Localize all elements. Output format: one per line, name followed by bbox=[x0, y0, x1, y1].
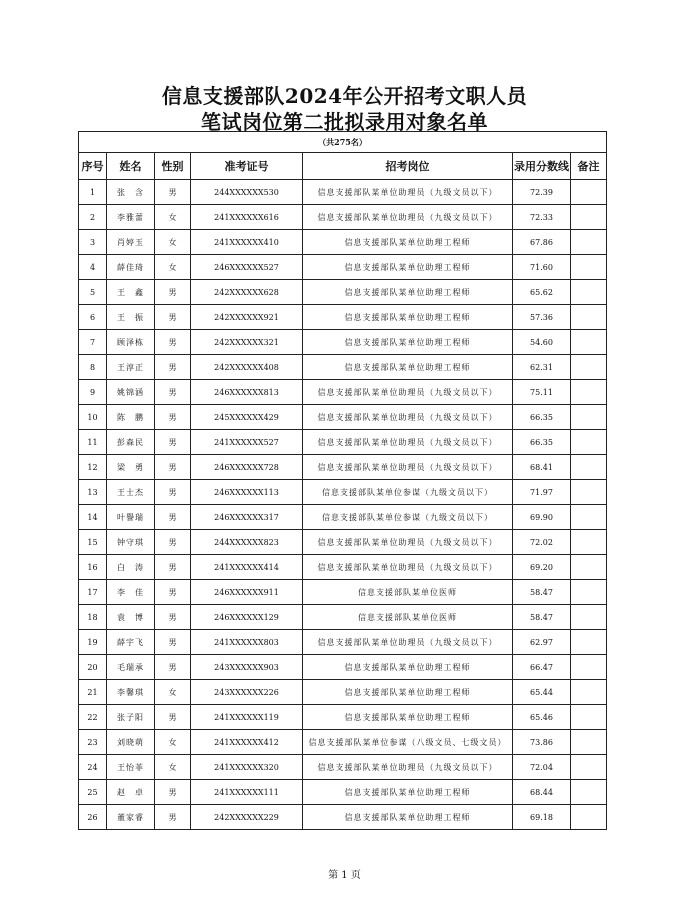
cell-seq: 10 bbox=[79, 405, 107, 430]
cell-gender: 男 bbox=[155, 630, 191, 655]
cell-score: 69.90 bbox=[513, 505, 571, 530]
cell-exam-id: 246XXXXXX129 bbox=[191, 605, 303, 630]
cell-remark bbox=[571, 730, 607, 755]
cell-seq: 24 bbox=[79, 755, 107, 780]
cell-remark bbox=[571, 780, 607, 805]
cell-position: 信息支援部队某单位助理员（九级文员以下） bbox=[303, 555, 513, 580]
cell-exam-id: 242XXXXXX408 bbox=[191, 355, 303, 380]
total-count: （共275名） bbox=[79, 132, 607, 153]
cell-name: 袁 博 bbox=[107, 605, 155, 630]
cell-exam-id: 242XXXXXX229 bbox=[191, 805, 303, 830]
total-row bbox=[79, 132, 607, 153]
cell-position: 信息支援部队某单位助理工程师 bbox=[303, 330, 513, 355]
cell-exam-id: 241XXXXXX410 bbox=[191, 230, 303, 255]
cell-gender: 女 bbox=[155, 755, 191, 780]
cell-score: 62.97 bbox=[513, 630, 571, 655]
cell-score: 71.60 bbox=[513, 255, 571, 280]
cell-seq: 17 bbox=[79, 580, 107, 605]
candidate-table bbox=[78, 131, 607, 830]
cell-name: 毛瑞承 bbox=[107, 655, 155, 680]
cell-remark bbox=[571, 705, 607, 730]
table-row bbox=[79, 555, 607, 580]
cell-gender: 男 bbox=[155, 705, 191, 730]
cell-gender: 男 bbox=[155, 805, 191, 830]
cell-name: 顾泽栋 bbox=[107, 330, 155, 355]
cell-seq: 23 bbox=[79, 730, 107, 755]
table-row bbox=[79, 255, 607, 280]
cell-remark bbox=[571, 255, 607, 280]
cell-position: 信息支援部队某单位助理工程师 bbox=[303, 680, 513, 705]
cell-name: 姚锦涵 bbox=[107, 380, 155, 405]
cell-name: 李雅蕾 bbox=[107, 205, 155, 230]
cell-score: 66.35 bbox=[513, 405, 571, 430]
cell-position: 信息支援部队某单位参谋（九级文员以下） bbox=[303, 480, 513, 505]
cell-remark bbox=[571, 330, 607, 355]
cell-position: 信息支援部队某单位助理员（九级文员以下） bbox=[303, 455, 513, 480]
table-row bbox=[79, 230, 607, 255]
document-title-line-2: 笔试岗位第二批拟录用对象名单 bbox=[201, 110, 488, 134]
cell-score: 69.20 bbox=[513, 555, 571, 580]
table-row bbox=[79, 780, 607, 805]
cell-remark bbox=[571, 380, 607, 405]
cell-exam-id: 246XXXXXX113 bbox=[191, 480, 303, 505]
table-row bbox=[79, 405, 607, 430]
cell-seq: 22 bbox=[79, 705, 107, 730]
table-row bbox=[79, 680, 607, 705]
cell-exam-id: 243XXXXXX226 bbox=[191, 680, 303, 705]
cell-gender: 男 bbox=[155, 530, 191, 555]
cell-exam-id: 244XXXXXX823 bbox=[191, 530, 303, 555]
cell-exam-id: 246XXXXXX911 bbox=[191, 580, 303, 605]
cell-exam-id: 246XXXXXX317 bbox=[191, 505, 303, 530]
cell-exam-id: 246XXXXXX813 bbox=[191, 380, 303, 405]
cell-gender: 男 bbox=[155, 280, 191, 305]
cell-gender: 男 bbox=[155, 305, 191, 330]
cell-name: 白 涛 bbox=[107, 555, 155, 580]
cell-remark bbox=[571, 480, 607, 505]
cell-position: 信息支援部队某单位医师 bbox=[303, 605, 513, 630]
cell-gender: 男 bbox=[155, 330, 191, 355]
cell-gender: 女 bbox=[155, 730, 191, 755]
col-position-header: 招考岗位 bbox=[303, 153, 513, 180]
cell-position: 信息支援部队某单位助理员（九级文员以下） bbox=[303, 755, 513, 780]
cell-seq: 19 bbox=[79, 630, 107, 655]
cell-name: 李馨琪 bbox=[107, 680, 155, 705]
cell-position: 信息支援部队某单位助理工程师 bbox=[303, 355, 513, 380]
cell-position: 信息支援部队某单位助理员（九级文员以下） bbox=[303, 205, 513, 230]
cell-remark bbox=[571, 655, 607, 680]
cell-score: 57.36 bbox=[513, 305, 571, 330]
cell-seq: 3 bbox=[79, 230, 107, 255]
table-row bbox=[79, 605, 607, 630]
cell-score: 66.47 bbox=[513, 655, 571, 680]
table-row bbox=[79, 430, 607, 455]
cell-remark bbox=[571, 680, 607, 705]
cell-position: 信息支援部队某单位参谋（九级文员以下） bbox=[303, 505, 513, 530]
cell-exam-id: 241XXXXXX414 bbox=[191, 555, 303, 580]
cell-gender: 男 bbox=[155, 605, 191, 630]
cell-position: 信息支援部队某单位助理工程师 bbox=[303, 305, 513, 330]
cell-exam-id: 242XXXXXX921 bbox=[191, 305, 303, 330]
cell-score: 65.62 bbox=[513, 280, 571, 305]
cell-score: 54.60 bbox=[513, 330, 571, 355]
cell-seq: 8 bbox=[79, 355, 107, 380]
cell-remark bbox=[571, 305, 607, 330]
cell-remark bbox=[571, 555, 607, 580]
cell-remark bbox=[571, 205, 607, 230]
cell-name: 李 佳 bbox=[107, 580, 155, 605]
cell-score: 68.44 bbox=[513, 780, 571, 805]
cell-gender: 男 bbox=[155, 505, 191, 530]
cell-seq: 6 bbox=[79, 305, 107, 330]
cell-remark bbox=[571, 280, 607, 305]
cell-name: 王淳正 bbox=[107, 355, 155, 380]
cell-seq: 11 bbox=[79, 430, 107, 455]
cell-score: 73.86 bbox=[513, 730, 571, 755]
cell-gender: 男 bbox=[155, 430, 191, 455]
cell-position: 信息支援部队某单位参谋（八级文员、七级文员） bbox=[303, 730, 513, 755]
cell-seq: 5 bbox=[79, 280, 107, 305]
cell-name: 王士杰 bbox=[107, 480, 155, 505]
cell-score: 72.39 bbox=[513, 180, 571, 205]
cell-exam-id: 241XXXXXX320 bbox=[191, 755, 303, 780]
table-row bbox=[79, 755, 607, 780]
cell-gender: 男 bbox=[155, 555, 191, 580]
cell-exam-id: 241XXXXXX412 bbox=[191, 730, 303, 755]
cell-name: 钟守琪 bbox=[107, 530, 155, 555]
cell-position: 信息支援部队某单位助理工程师 bbox=[303, 655, 513, 680]
table-row bbox=[79, 455, 607, 480]
cell-score: 72.02 bbox=[513, 530, 571, 555]
table-row bbox=[79, 480, 607, 505]
cell-position: 信息支援部队某单位助理工程师 bbox=[303, 280, 513, 305]
table-row bbox=[79, 305, 607, 330]
cell-name: 王怡菲 bbox=[107, 755, 155, 780]
cell-exam-id: 241XXXXXX616 bbox=[191, 205, 303, 230]
cell-remark bbox=[571, 180, 607, 205]
cell-name: 王 振 bbox=[107, 305, 155, 330]
cell-gender: 男 bbox=[155, 480, 191, 505]
cell-remark bbox=[571, 580, 607, 605]
cell-gender: 男 bbox=[155, 355, 191, 380]
cell-seq: 13 bbox=[79, 480, 107, 505]
cell-seq: 18 bbox=[79, 605, 107, 630]
cell-exam-id: 245XXXXXX429 bbox=[191, 405, 303, 430]
cell-score: 72.04 bbox=[513, 755, 571, 780]
cell-seq: 25 bbox=[79, 780, 107, 805]
cell-exam-id: 242XXXXXX321 bbox=[191, 330, 303, 355]
table-row bbox=[79, 180, 607, 205]
cell-gender: 男 bbox=[155, 780, 191, 805]
cell-position: 信息支援部队某单位助理工程师 bbox=[303, 230, 513, 255]
cell-name: 梁 勇 bbox=[107, 455, 155, 480]
table-row bbox=[79, 805, 607, 830]
cell-seq: 12 bbox=[79, 455, 107, 480]
cell-gender: 男 bbox=[155, 655, 191, 680]
cell-score: 58.47 bbox=[513, 580, 571, 605]
document-title-line-1: 信息支援部队2024年公开招考文职人员 bbox=[161, 84, 528, 108]
cell-position: 信息支援部队某单位助理员（九级文员以下） bbox=[303, 380, 513, 405]
cell-remark bbox=[571, 405, 607, 430]
cell-seq: 16 bbox=[79, 555, 107, 580]
cell-gender: 女 bbox=[155, 205, 191, 230]
cell-remark bbox=[571, 755, 607, 780]
cell-seq: 14 bbox=[79, 505, 107, 530]
col-gender-header: 性别 bbox=[155, 153, 191, 180]
table-row bbox=[79, 530, 607, 555]
cell-remark bbox=[571, 455, 607, 480]
cell-gender: 女 bbox=[155, 255, 191, 280]
cell-exam-id: 246XXXXXX728 bbox=[191, 455, 303, 480]
cell-remark bbox=[571, 630, 607, 655]
cell-position: 信息支援部队某单位助理员（九级文员以下） bbox=[303, 430, 513, 455]
table-row bbox=[79, 705, 607, 730]
table-row bbox=[79, 630, 607, 655]
cell-gender: 男 bbox=[155, 405, 191, 430]
cell-position: 信息支援部队某单位助理员（九级文员以下） bbox=[303, 405, 513, 430]
cell-gender: 女 bbox=[155, 230, 191, 255]
col-remark-header: 备注 bbox=[571, 153, 607, 180]
cell-name: 张子阳 bbox=[107, 705, 155, 730]
cell-position: 信息支援部队某单位助理工程师 bbox=[303, 705, 513, 730]
cell-score: 58.47 bbox=[513, 605, 571, 630]
cell-name: 刘晓萌 bbox=[107, 730, 155, 755]
cell-remark bbox=[571, 530, 607, 555]
cell-exam-id: 243XXXXXX903 bbox=[191, 655, 303, 680]
cell-position: 信息支援部队某单位助理员（九级文员以下） bbox=[303, 630, 513, 655]
cell-name: 彭森民 bbox=[107, 430, 155, 455]
cell-seq: 7 bbox=[79, 330, 107, 355]
cell-position: 信息支援部队某单位医师 bbox=[303, 580, 513, 605]
cell-exam-id: 244XXXXXX530 bbox=[191, 180, 303, 205]
cell-seq: 1 bbox=[79, 180, 107, 205]
table-row bbox=[79, 580, 607, 605]
cell-name: 叶譽瑞 bbox=[107, 505, 155, 530]
col-seq-header: 序号 bbox=[79, 153, 107, 180]
cell-position: 信息支援部队某单位助理员（九级文员以下） bbox=[303, 180, 513, 205]
cell-score: 65.44 bbox=[513, 680, 571, 705]
cell-seq: 2 bbox=[79, 205, 107, 230]
cell-gender: 男 bbox=[155, 580, 191, 605]
cell-exam-id: 241XXXXXX803 bbox=[191, 630, 303, 655]
cell-remark bbox=[571, 430, 607, 455]
cell-score: 75.11 bbox=[513, 380, 571, 405]
col-name-header: 姓名 bbox=[107, 153, 155, 180]
cell-remark bbox=[571, 805, 607, 830]
col-score-header: 录用分数线 bbox=[513, 153, 571, 180]
cell-name: 肖婷玉 bbox=[107, 230, 155, 255]
table-row bbox=[79, 655, 607, 680]
cell-score: 67.86 bbox=[513, 230, 571, 255]
cell-position: 信息支援部队某单位助理工程师 bbox=[303, 780, 513, 805]
cell-exam-id: 246XXXXXX527 bbox=[191, 255, 303, 280]
header-row bbox=[79, 153, 607, 180]
cell-position: 信息支援部队某单位助理工程师 bbox=[303, 255, 513, 280]
cell-gender: 男 bbox=[155, 180, 191, 205]
cell-score: 62.31 bbox=[513, 355, 571, 380]
col-exam-id-header: 准考证号 bbox=[191, 153, 303, 180]
table-row bbox=[79, 355, 607, 380]
cell-seq: 9 bbox=[79, 380, 107, 405]
cell-name: 王 鑫 bbox=[107, 280, 155, 305]
table-row bbox=[79, 330, 607, 355]
page-number: 第 1 页 bbox=[328, 870, 361, 881]
cell-name: 薛佳琦 bbox=[107, 255, 155, 280]
cell-gender: 男 bbox=[155, 380, 191, 405]
cell-gender: 男 bbox=[155, 455, 191, 480]
cell-name: 薛宇飞 bbox=[107, 630, 155, 655]
table-row bbox=[79, 730, 607, 755]
cell-name: 董家睿 bbox=[107, 805, 155, 830]
cell-seq: 21 bbox=[79, 680, 107, 705]
cell-name: 赵 卓 bbox=[107, 780, 155, 805]
table-row bbox=[79, 505, 607, 530]
cell-score: 72.33 bbox=[513, 205, 571, 230]
cell-score: 65.46 bbox=[513, 705, 571, 730]
cell-exam-id: 241XXXXXX119 bbox=[191, 705, 303, 730]
cell-score: 71.97 bbox=[513, 480, 571, 505]
cell-position: 信息支援部队某单位助理员（九级文员以下） bbox=[303, 530, 513, 555]
cell-score: 69.18 bbox=[513, 805, 571, 830]
cell-remark bbox=[571, 355, 607, 380]
cell-seq: 26 bbox=[79, 805, 107, 830]
cell-remark bbox=[571, 505, 607, 530]
table-row bbox=[79, 280, 607, 305]
cell-seq: 15 bbox=[79, 530, 107, 555]
cell-score: 68.41 bbox=[513, 455, 571, 480]
table-row bbox=[79, 380, 607, 405]
cell-gender: 女 bbox=[155, 680, 191, 705]
cell-name: 张 含 bbox=[107, 180, 155, 205]
cell-remark bbox=[571, 230, 607, 255]
cell-exam-id: 242XXXXXX628 bbox=[191, 280, 303, 305]
cell-remark bbox=[571, 605, 607, 630]
cell-name: 陈 鹏 bbox=[107, 405, 155, 430]
cell-seq: 20 bbox=[79, 655, 107, 680]
cell-position: 信息支援部队某单位助理工程师 bbox=[303, 805, 513, 830]
cell-exam-id: 241XXXXXX527 bbox=[191, 430, 303, 455]
cell-exam-id: 241XXXXXX111 bbox=[191, 780, 303, 805]
cell-score: 66.35 bbox=[513, 430, 571, 455]
table-row bbox=[79, 205, 607, 230]
cell-seq: 4 bbox=[79, 255, 107, 280]
